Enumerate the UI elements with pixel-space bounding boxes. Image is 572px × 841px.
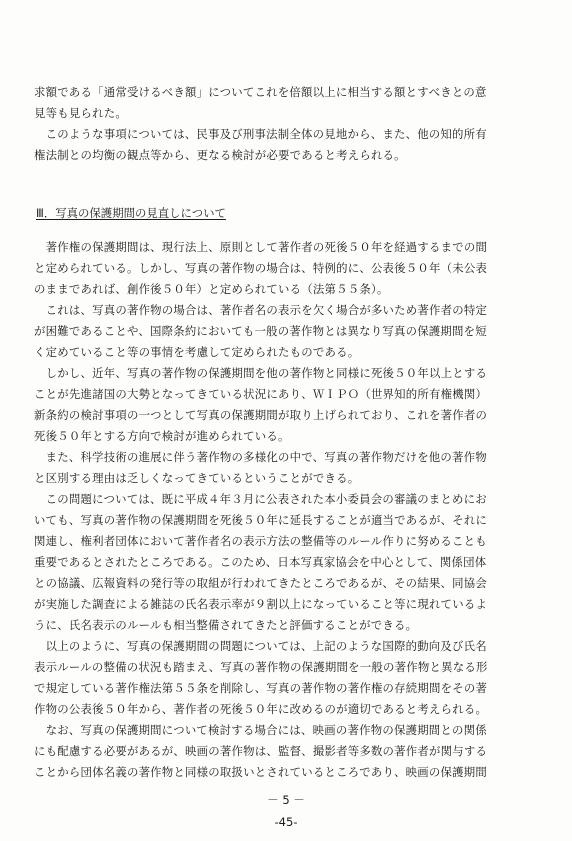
section-heading: Ⅲ．写真の保護期間の見直しについて xyxy=(36,206,226,220)
body-line: と区別する理由は乏しくなってきているということができる。 xyxy=(34,471,360,485)
body-line: が困難であることや、国際条約においても一般の著作物とは異なり写真の保護期間を短 xyxy=(34,324,487,338)
body-line: で規定している著作権法第５５条を削除し、写真の著作物の著作権の存続期間をその著 xyxy=(34,681,488,695)
body-line: ことが先進諸国の大勢となってきている状況にあり、ＷＩＰＯ（世界知的所有権機関） xyxy=(34,387,488,401)
body-line: 新条約の検討事項の一つとして写真の保護期間が取り上げられており、これを著作者の xyxy=(34,408,488,422)
folio-number: -45- xyxy=(274,815,298,829)
body-line: この問題については、既に平成４年３月に公表された本小委員会の審議のまとめにお xyxy=(34,492,487,506)
body-line: く定めていること等の事情を考慮して定められたものである。 xyxy=(34,345,360,359)
body-line: うに、氏名表示のルールも相当整備されてきたと評価することができる。 xyxy=(34,618,418,632)
body-line: これは、写真の著作物の場合は、著作者名の表示を欠く場合が多いため著作者の特定 xyxy=(34,303,488,317)
body-line: が実施した調査による雑誌の氏名表示率が９割以上になっていること等に現れているよ xyxy=(34,597,488,611)
body-line: 以上のように、写真の保護期間の問題については、上記のような国際的動向及び氏名 xyxy=(34,639,487,653)
body-line: 死後５０年とする方向で検討が進められている。 xyxy=(34,429,290,443)
intro-line: 見等も見られた。 xyxy=(34,106,127,120)
body-line: 重要であるとされたところである。このため、日本写真家協会を中心として、関係団体 xyxy=(34,555,487,569)
body-line: しかし、近年、写真の著作物の保護期間を他の著作物と同様に死後５０年以上とする xyxy=(34,366,488,380)
body-line: いても、写真の著作物の保護期間を死後５０年に延長することが適当であるが、それに xyxy=(34,513,488,527)
body-line: のままであれば、創作後５０年）と定められている（法第５５条）。 xyxy=(34,282,389,296)
body-line: なお、写真の保護期間について検討する場合には、映画の著作物の保護期間との関係 xyxy=(34,723,487,737)
body-line: 表示ルールの整備の状況も踏まえ、写真の著作物の保護期間を一般の著作物と異なる形 xyxy=(34,660,488,674)
body-line: にも配慮する必要があるが、映画の著作物は、監督、撮影者等多数の著作者が関与する xyxy=(34,744,488,758)
body-line: との協議、広報資料の発行等の取組が行われてきたところであるが、その結果、同協会 xyxy=(34,576,488,590)
body-line: と定められている。しかし、写真の著作物の場合は、特例的に、公表後５０年（未公表 xyxy=(34,261,488,275)
body-line: 作物の公表後５０年から、著作者の死後５０年に改めるのが適切であると考えられる。 xyxy=(34,702,488,716)
body-line: ことから団体名義の著作物と同様の取扱いとされているところであり、映画の保護期間 xyxy=(34,765,488,779)
intro-line: このような事項については、民事及び刑事法制全体の見地から、また、他の知的所有 xyxy=(34,127,487,141)
body-line: 著作権の保護期間は、現行法上、原則として著作者の死後５０年を経過するまでの間 xyxy=(34,240,488,254)
page-number: － 5 － xyxy=(267,793,305,807)
body-line: 関連し、権利者団体において著作者名の表示方法の整備等のルール作りに努めることも xyxy=(34,534,487,548)
body-line: また、科学技術の進展に伴う著作物の多様化の中で、写真の著作物だけを他の著作物 xyxy=(34,450,487,464)
intro-line: 権法制との均衡の観点等から、更なる検討が必要であると考えられる。 xyxy=(34,148,406,162)
intro-line: 求額である「通常受けるべき額」についてこれを倍額以上に相当する額とすべきとの意 xyxy=(34,85,487,99)
